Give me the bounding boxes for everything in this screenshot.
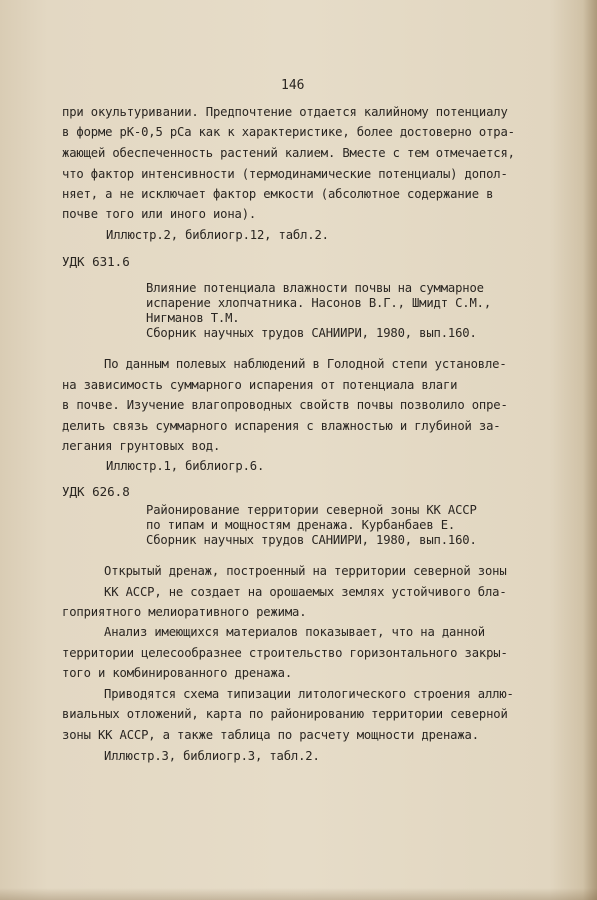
entry-title-line: по типам и мощностям дренажа. Курбанбаев Е. <box>146 518 456 532</box>
bibliographic-footer: Иллюстр.1, библиогр.6. <box>106 459 265 473</box>
page-number: 146 <box>281 78 305 93</box>
udk-code: УДК 626.8 <box>62 484 130 499</box>
paragraph-line: что фактор интенсивности (термодинамические потенциалы) допол- <box>62 167 508 181</box>
paragraph-line: на зависимость суммарного испарения от потенциала влаги <box>62 378 458 392</box>
paragraph-line: Открытый дренаж, построенный на территории северной зоны <box>104 564 507 578</box>
paragraph-line: того и комбинированного дренажа. <box>62 666 292 680</box>
paragraph-line: По данным полевых наблюдений в Голодной степи установле- <box>104 357 507 371</box>
paragraph-line: гоприятного мелиоративного режима. <box>62 605 307 619</box>
entry-title-line: Районирование территории северной зоны КК АССР <box>146 503 477 517</box>
paragraph-line: зоны КК АССР, а также таблица по расчету мощности дренажа. <box>62 728 479 742</box>
paragraph-line: легания грунтовых вод. <box>62 439 221 453</box>
entry-title-line: испарение хлопчатника. Насонов В.Г., Шмидт С.М., <box>146 296 491 310</box>
page-edge-shadow <box>583 0 597 900</box>
paragraph-line: виальных отложений, карта по районированию территории северной <box>62 707 508 721</box>
paragraph-line: КК АССР, не создает на орошаемых землях устойчивого бла- <box>104 585 507 599</box>
entry-source-line: Сборник научных трудов САНИИРИ, 1980, вып.160. <box>146 533 477 547</box>
paragraph-line: в почве. Изучение влагопроводных свойств почвы позволило опре- <box>62 398 508 412</box>
paragraph-line: жающей обеспеченность растений калием. Вместе с тем отмечается, <box>62 146 515 160</box>
bibliographic-footer: Иллюстр.3, библиогр.3, табл.2. <box>104 749 320 763</box>
entry-title-line: Влияние потенциала влажности почвы на суммарное <box>146 281 484 295</box>
paragraph-line: няет, а не исключает фактор емкости (абсолютное содержание в <box>62 187 494 201</box>
entry-title-line: Нигманов Т.М. <box>146 311 240 325</box>
paragraph-line: при окультуривании. Предпочтение отдается калийному потенциалу <box>62 105 508 119</box>
entry-source-line: Сборник научных трудов САНИИРИ, 1980, вып.160. <box>146 326 477 340</box>
paragraph-line: территории целесообразнее строительство горизонтального закры- <box>62 646 508 660</box>
paragraph-line: в форме рК-0,5 рСа как к характеристике, более достоверно отра- <box>62 125 515 139</box>
paragraph-line: Приводятся схема типизации литологического строения аллю- <box>104 687 514 701</box>
paragraph-line: почве того или иного иона). <box>62 207 257 221</box>
udk-code: УДК 631.6 <box>62 254 130 269</box>
paragraph-line: Анализ имеющихся материалов показывает, что на данной <box>104 625 485 639</box>
bibliographic-footer: Иллюстр.2, библиогр.12, табл.2. <box>106 228 329 242</box>
page-bottom-shadow <box>0 888 597 900</box>
paragraph-line: делить связь суммарного испарения с влажностью и глубиной за- <box>62 419 501 433</box>
